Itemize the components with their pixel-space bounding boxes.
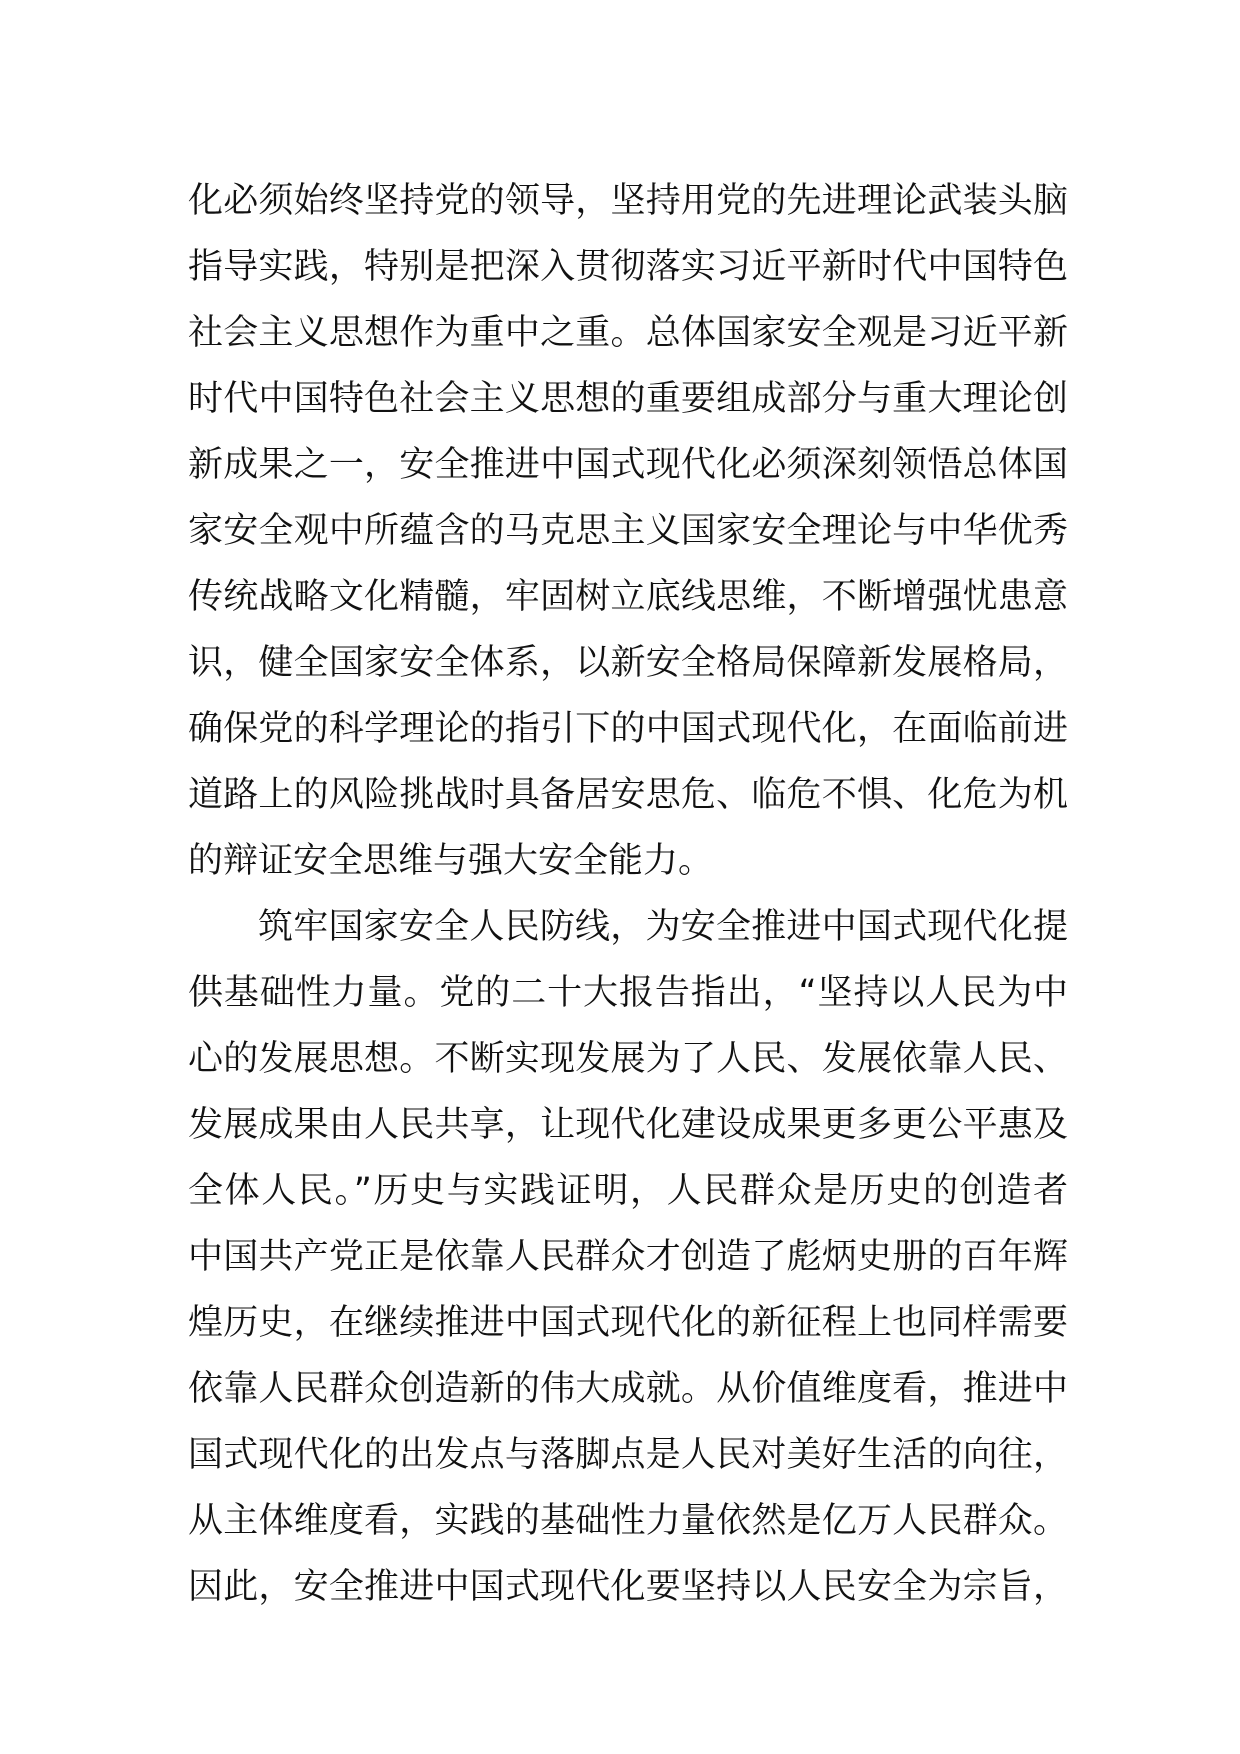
text-line: 供基础性力量。党的二十大报告指出，“坚持以人民为中 bbox=[188, 973, 1068, 1013]
text-line: 中国共产党正是依靠人民群众才创造了彪炳史册的百年辉 bbox=[188, 1237, 1068, 1277]
text-line: 指导实践，特别是把深入贯彻落实习近平新时代中国特色 bbox=[188, 247, 1068, 287]
text-line: 化必须始终坚持党的领导，坚持用党的先进理论武装头脑 bbox=[188, 181, 1068, 221]
body-text bbox=[188, 168, 1068, 1620]
text-line: 发展成果由人民共享，让现代化建设成果更多更公平惠及 bbox=[188, 1105, 1068, 1145]
text-line: 时代中国特色社会主义思想的重要组成部分与重大理论创 bbox=[188, 379, 1068, 419]
text-line: 家安全观中所蕴含的马克思主义国家安全理论与中华优秀 bbox=[188, 511, 1068, 551]
text-line-paragraph-start: 筑牢国家安全人民防线，为安全推进中国式现代化提 bbox=[258, 907, 1068, 947]
text-line: 确保党的科学理论的指引下的中国式现代化，在面临前进 bbox=[188, 709, 1068, 749]
text-line: 国式现代化的出发点与落脚点是人民对美好生活的向往， bbox=[188, 1435, 1068, 1475]
text-line-paragraph-end: 的辩证安全思维与强大安全能力。 bbox=[188, 841, 714, 881]
text-line: 新成果之一，安全推进中国式现代化必须深刻领悟总体国 bbox=[188, 445, 1068, 485]
text-line: 因此，安全推进中国式现代化要坚持以人民安全为宗旨， bbox=[188, 1567, 1068, 1607]
text-line: 从主体维度看，实践的基础性力量依然是亿万人民群众。 bbox=[188, 1501, 1068, 1541]
text-line: 心的发展思想。不断实现发展为了人民、发展依靠人民、 bbox=[188, 1039, 1068, 1079]
text-line: 煌历史，在继续推进中国式现代化的新征程上也同样需要 bbox=[188, 1303, 1068, 1343]
text-line: 全体人民。”历史与实践证明，人民群众是历史的创造者 bbox=[188, 1171, 1068, 1211]
text-line: 依靠人民群众创造新的伟大成就。从价值维度看，推进中 bbox=[188, 1369, 1068, 1409]
text-line: 社会主义思想作为重中之重。总体国家安全观是习近平新 bbox=[188, 313, 1068, 353]
text-line: 识，健全国家安全体系，以新安全格局保障新发展格局， bbox=[188, 643, 1068, 683]
text-line: 道路上的风险挑战时具备居安思危、临危不惧、化危为机 bbox=[188, 775, 1068, 815]
text-line: 传统战略文化精髓，牢固树立底线思维，不断增强忧患意 bbox=[188, 577, 1068, 617]
